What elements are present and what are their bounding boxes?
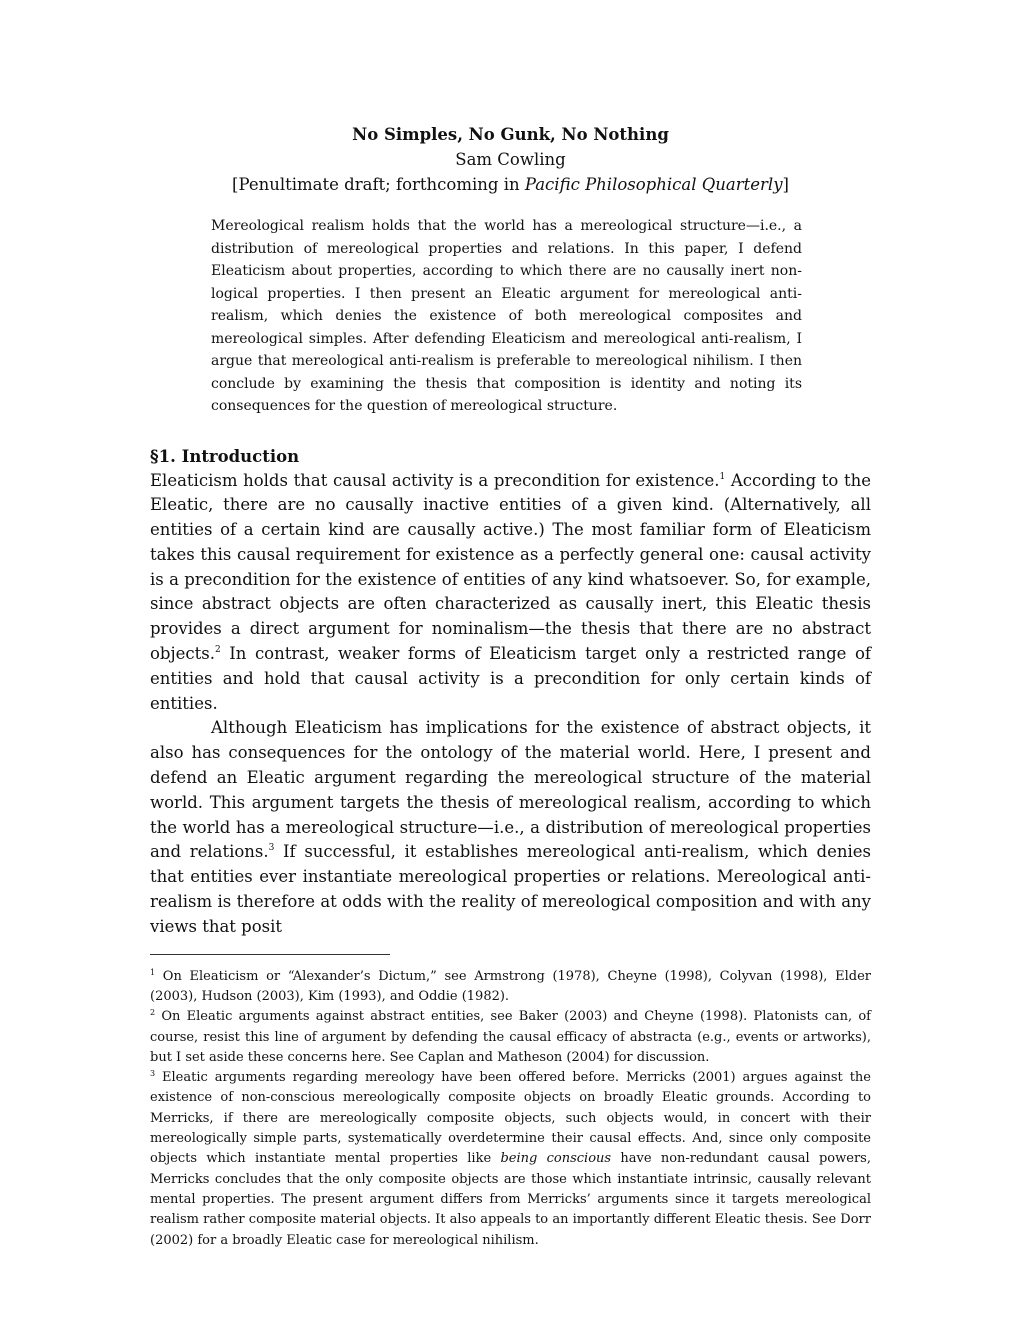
footnotes (150, 967, 871, 1251)
status-before: [Penultimate draft; forthcoming in (232, 175, 525, 194)
footnote-text-2: On Eleatic arguments against abstract entities, see Baker (2003) and Cheyne (1998). Platonists can, of course, resist this line of argument by defending the causal efficacy of abstracta (e.g., events or artworks), but I set aside these concerns here. See Caplan and Matheson (2004) for discussion. (150, 1009, 871, 1065)
footnote-number-2: 2 (150, 1008, 156, 1018)
footnote-text-3-italic: being conscious (500, 1151, 612, 1167)
p2-text-b: If successful, it establishes mereological anti-realism, which denies that entities ever instantiate mereological properties or relations. Mereological anti-realism is therefore at odds with the reality of mereological composition and with any views that posit (150, 842, 871, 936)
p1-text-a: Eleaticism holds that causal activity is a precondition for existence. (150, 470, 720, 490)
footnote-1 (150, 967, 871, 1008)
paper-title: No Simples, No Gunk, No Nothing (352, 125, 669, 144)
footnote-text-3a: Eleatic arguments regarding mereology have been offered before. Merricks (2001) argues against the existence of non-conscious mereologically composite objects on broadly Eleatic grounds. According to Merricks, if there are mereologically composite objects, such objects would, in concert with their mereologically simple parts, systematically overdetermine their causal effects. And, since only composite objects which instantiate mental properties like (150, 1070, 871, 1167)
paragraph-2 (150, 716, 871, 939)
paragraph-1 (150, 469, 871, 717)
footnote-ref-2[interactable]: 2 (214, 645, 221, 656)
footnote-text-1: On Eleaticism or “Alexander’s Dictum,” see Armstrong (1978), Cheyne (1998), Colyvan (1998), Elder (2003), Hudson (2003), Kim (1993), and Oddie (1982). (150, 968, 871, 1004)
paper-page (150, 120, 871, 1251)
footnote-text-3b: have non-redundant causal powers, Merricks concludes that the only composite objects are those which instantiate intrinsic, causally relevant mental properties. The present argument differs from Merricks’ arguments since it targets mereological realism rather composite material objects. It also appeals to an importantly different Eleatic thesis. See Dorr (2002) for a broadly Eleatic case for mereological nihilism. (150, 1151, 871, 1248)
footnote-number-3: 3 (150, 1069, 156, 1079)
publication-status (150, 172, 871, 197)
footnote-ref-1[interactable]: 1 (719, 471, 726, 482)
footnote-ref-3[interactable]: 3 (268, 843, 275, 854)
p1-text-c: In contrast, weaker forms of Eleaticism target only a restricted range of entities and hold that causal activity is a precondition for only certain kinds of entities. (150, 644, 871, 713)
footnote-2 (150, 1007, 871, 1068)
author-name: Sam Cowling (455, 150, 566, 169)
footnote-divider (150, 954, 390, 955)
p2-text-a: Although Eleaticism has implications for the existence of abstract objects, it also has consequences for the ontology of the material world. Here, I present and defend an Eleatic argument regarding the mereological structure of the material world. This argument targets the thesis of mereological realism, according to which the world has a mereological structure—i.e., a distribution of mereological properties and relations. (150, 718, 871, 862)
p1-text-b: According to the Eleatic, there are no causally inactive entities of a given kind. (Alternatively, all entities of a certain kind are causally active.) The most familiar form of Eleaticism takes this causal requirement for existence as a perfectly general one: causal activity is a precondition for the existence of entities of any kind whatsoever. So, for example, since abstract objects are often characterized as causally inert, this Eleatic thesis provides a direct argument for nominalism—the thesis that there are no abstract objects. (150, 470, 871, 664)
body-text (150, 469, 871, 940)
footnote-number-1: 1 (150, 967, 156, 977)
journal-name: Pacific Philosophical Quarterly (524, 175, 783, 194)
status-after: ] (782, 175, 789, 194)
abstract: Mereological realism holds that the world has a mereological structure—i.e., a distribution of mereological properties and relations. In this paper, I defend Eleaticism about properties, according to which there are no causally inert non-logical properties. I then present an Eleatic argument for mereological anti-realism, which denies the existence of both mereological composites and mereological simples. After defending Eleaticism and mereological anti-realism, I argue that mereological anti-realism is preferable to mereological nihilism. I then conclude by examining the thesis that composition is identity and noting its consequences for the question of mereological structure. (211, 218, 802, 414)
section-heading: §1. Introduction (150, 446, 300, 466)
footnote-3 (150, 1068, 871, 1251)
